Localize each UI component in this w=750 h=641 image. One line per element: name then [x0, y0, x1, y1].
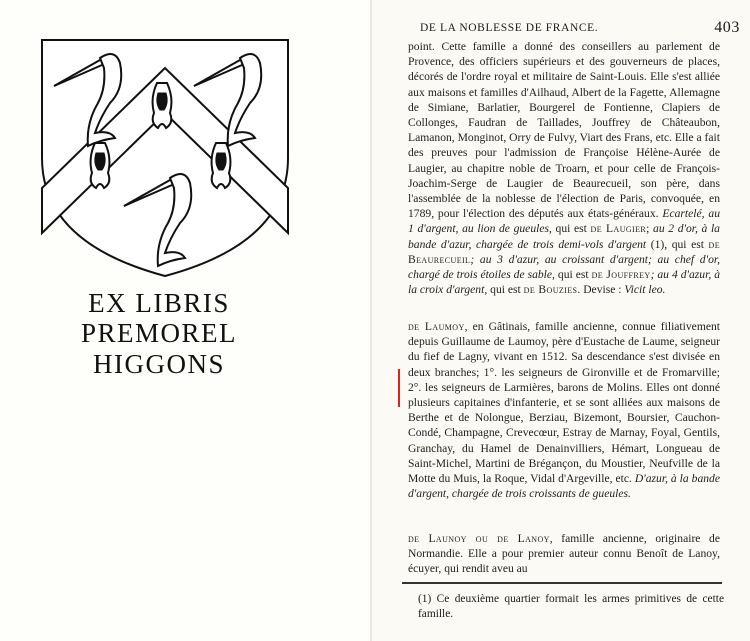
paragraph-text: , famille ancienne, originaire de Normandie. Elle a pour premier auteur connu Benoît de Lanoy, écuyer, qui rendit aveu au: [408, 532, 720, 576]
family-name: de Beaurecueil: [408, 237, 721, 266]
family-name: de Bouzies: [523, 283, 578, 297]
paragraph-launoy: [408, 531, 720, 577]
connector-text: qui est: [555, 222, 587, 236]
connector-text: qui est: [557, 268, 589, 282]
bookplate-line-1: EX LIBRIS: [88, 288, 230, 318]
running-head: DE LA NOBLESSE DE FRANCE.: [420, 22, 599, 34]
blazon-text: D'azur, à la bande d'argent, chargée de trois croissants de gueules.: [408, 472, 720, 501]
family-name: de Laumoy: [408, 320, 465, 333]
page-number: 403: [714, 19, 740, 36]
bookplate-line-2: PREMOREL HIGGONS: [80, 318, 238, 379]
paragraph-text: , en Gâtinais, famille ancienne, connue filiativement depuis Guillaume de Laumoy, père d'Eustache de Laume, seigneur du fief de Lagny, vivant en 1512. Sa descendance s'est divisée en deux branches; 1°. les seigneurs de Gironville et de Fromarville; 2°. les seigneurs de Larmières, barons de Molins. Elles ont donné plusieurs capitaines d'infanterie, et se sont alliées aux maisons de Berthe et de Nolongue, Berziau, Bizemont, Boursier, Cauchon-Condé, Champagne, Crevecœur, Estray de Marnay, Foyal, Gentils, Granchay, du Hamel de Denainvilliers, Hémart, Longueau de Saint-Michel, Martini de Brégançon, du Moustier, Neufville de la Motte du Muis, la Roque, Vidal d'Argeville, etc.: [408, 320, 721, 486]
footnote-divider: [402, 582, 722, 584]
footnote: (1) Ce deuxième quartier formait les armes primitives de cette famille.: [418, 593, 724, 620]
blazon-text: ; au 3 d'azur, au croissant d'argent; au chef d'or, chargé de trois étoiles de sable,: [408, 252, 720, 282]
connector-text: qui est: [490, 283, 521, 297]
family-name: de Jouffrey: [591, 268, 651, 282]
paragraph-text: point. Cette famille a donné des conseillers au parlement de Provence, des officiers supérieurs et des gouverneurs de places, décorés de l'ordre royal et militaire de Saint-Louis. Elle s'est alliée aux maisons et familles d'Ailhaud, Albert de la Fagette, Allemagne de Simiane, Barlatier, Bourgerel de Fontienne, Clapiers de Collonges, Faudran de Taillades, Jouffrey de Châteaubon, Lamanon, Monginot, Orry de Fulvy, Viart des Frans, etc. Elle a fait des preuves pour l'admission de Françoise Hélène-Aurée de Laugier, au chapitre noble de Troarn, et pour celle de François-Joachim-Serge de Laugier de Beaurecueil, son père, dans l'assemblée de la noblesse de l'élection de Paris, convoquée, en 1789, pour l'élection des députés aux états-généraux.: [408, 40, 720, 221]
left-page: [0, 0, 372, 641]
devise-label: . Devise :: [577, 283, 622, 297]
blazon-text: ; au 4 d'azur, à la croix d'argent,: [408, 268, 720, 297]
coat-of-arms-icon: [40, 38, 290, 278]
blazon-text: au 2 d'or, à la bande d'azur, chargée de trois demi-vols d'argent: [408, 222, 720, 251]
annotation-mark: [398, 369, 400, 407]
devise-text: Vicit leo.: [624, 283, 666, 297]
paragraph-laumoy: [408, 319, 720, 501]
family-name: de Laugier: [590, 222, 647, 236]
blazon-text: Ecartelé, au 1 d'argent, au lion de gueules,: [408, 207, 720, 236]
footnote-ref[interactable]: (1),: [650, 237, 668, 251]
connector-text: qui est: [671, 237, 704, 251]
family-name: de Launoy ou de Lanoy: [408, 532, 550, 545]
paragraph-laugier: point. Cette famille a donné des conseillers au parlement de Provence, des officiers supérieurs et des gouverneurs de places, décorés de l'ordre royal et militaire de Saint-Louis. Elle s'est alliée aux maisons et familles d'Ailhaud, Albert de la Fagette, Allemagne de Simiane, Barlatier, Bourgerel de Fontienne, Clapiers de Collonges, Faudran de Taillades, Jouffrey de Châteaubon, Lamanon, Monginot, Orry de Fulvy, Viart des Frans, etc. Elle a fait des preuves pour l'admission de Françoise Hélène-Aurée de Laugier, au chapitre noble de Troarn, et pour celle de François-Joachim-Serge de Laugier de Beaurecueil, son père, dans l'assemblée de la noblesse de l'élection de Paris, convoquée, en 1789, pour l'élection des députés aux états-généraux. Ecartelé, au 1 d'argent, au lion de gueules, qui est de Laugier; au 2 d'or, à la bande d'azur, chargée de trois demi-vols d'argent (1), qui est de Beaurecueil; au 3 d'azur, au croissant d'argent; au chef d'or, chargé de trois étoiles de sable, qui est de Jouffrey; au 4 d'azur, à la croix d'argent, qui est de Bouzies. Devise : Vicit leo.: [408, 40, 721, 297]
